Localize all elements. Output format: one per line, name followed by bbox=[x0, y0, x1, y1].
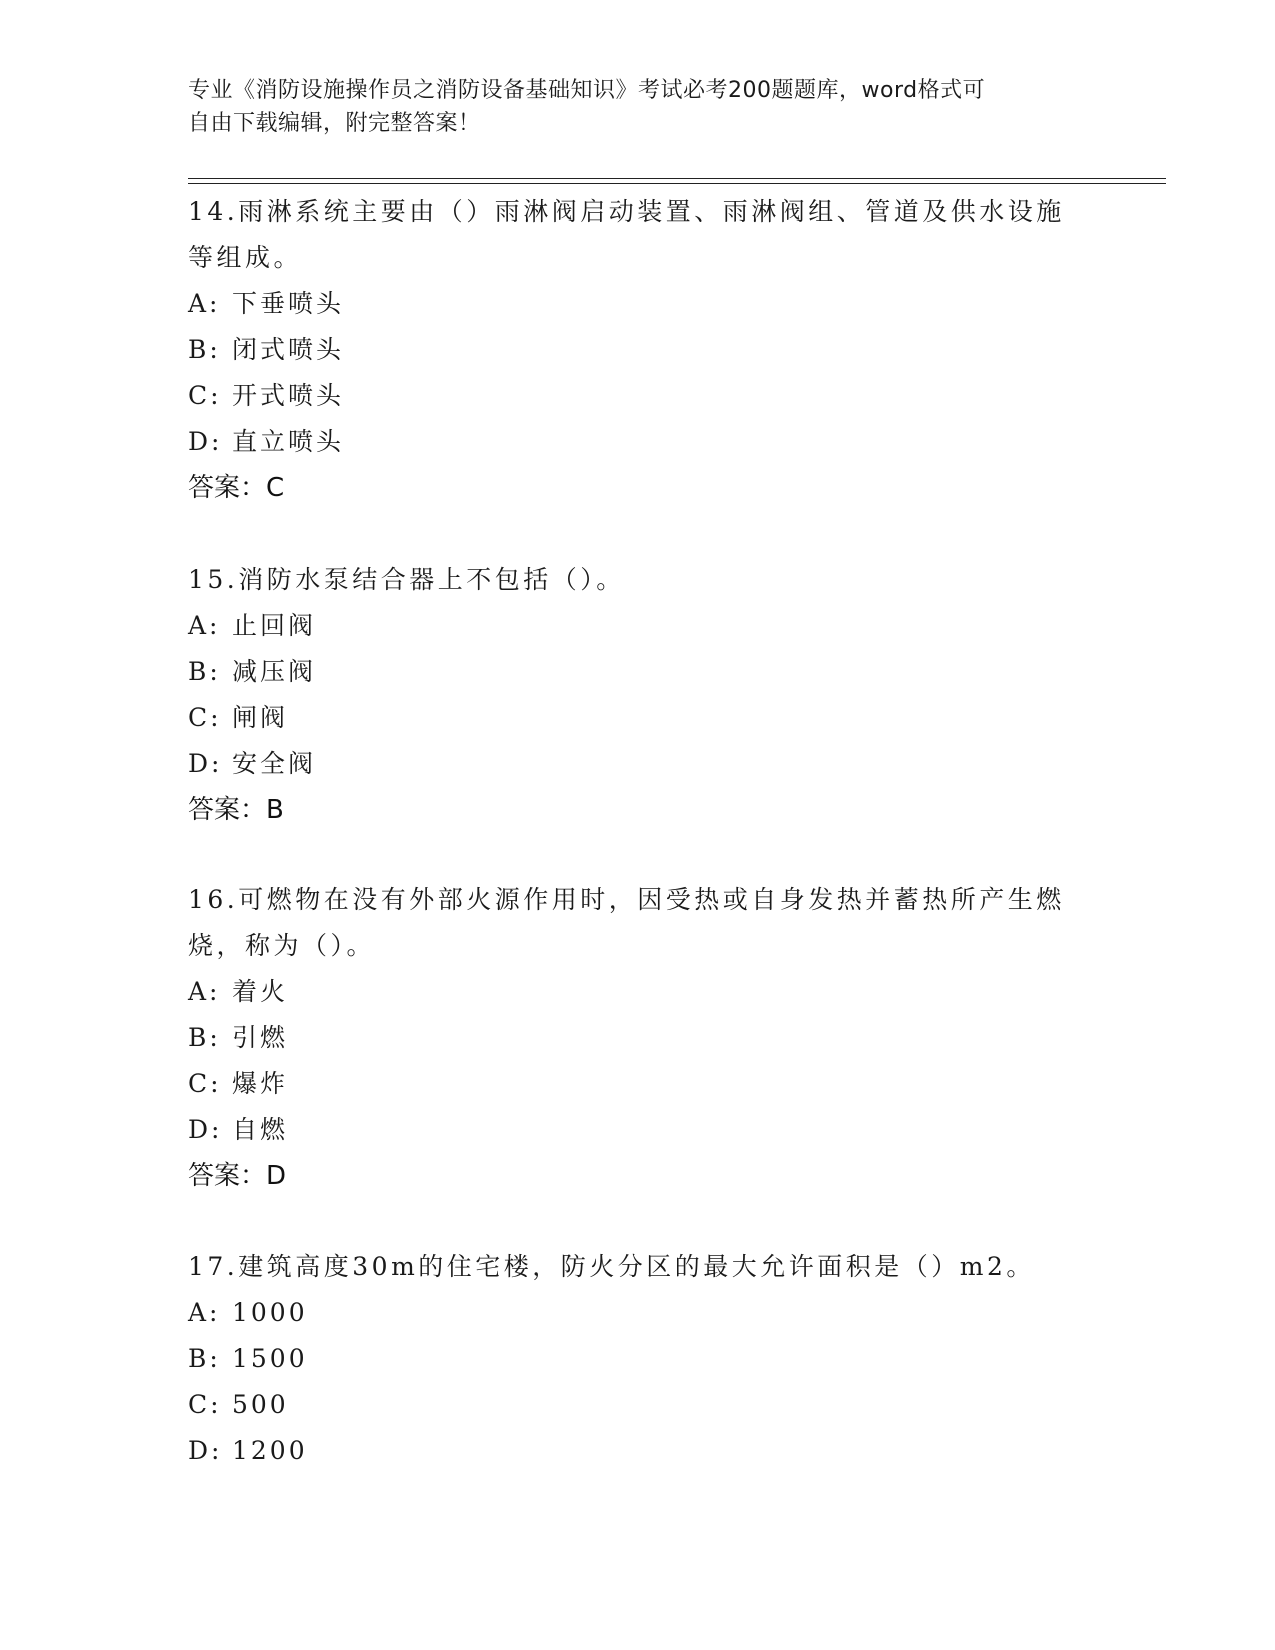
option-text: 自燃 bbox=[232, 1115, 289, 1144]
question-text: 16.可燃物在没有外部火源作用时，因受热或自身发热并蓄热所产生燃烧，称为（）。 bbox=[188, 885, 1065, 960]
option-text: 500 bbox=[232, 1390, 289, 1419]
question-16 bbox=[188, 877, 1088, 1199]
document-header bbox=[188, 74, 1068, 140]
option-letter: C: bbox=[188, 1069, 222, 1098]
question-14 bbox=[188, 189, 1088, 511]
answer-line: 答案：C bbox=[188, 473, 285, 503]
option-b bbox=[188, 649, 1088, 695]
question-text: 14.雨淋系统主要由（）雨淋阀启动装置、雨淋阀组、管道及供水设施等组成。 bbox=[188, 197, 1065, 272]
option-letter: C: bbox=[188, 1390, 222, 1419]
option-text: 闭式喷头 bbox=[232, 335, 345, 364]
option-text: 1500 bbox=[232, 1344, 308, 1373]
option-c bbox=[188, 1061, 1088, 1107]
option-text: 安全阀 bbox=[232, 749, 317, 778]
header-divider-top bbox=[188, 178, 1166, 179]
option-a bbox=[188, 1290, 1088, 1336]
option-text: 1000 bbox=[232, 1298, 308, 1327]
option-c bbox=[188, 1382, 1088, 1428]
option-letter: D: bbox=[188, 1115, 223, 1144]
answer-line: 答案：D bbox=[188, 1161, 287, 1191]
header-line-2: 自由下载编辑，附完整答案！ bbox=[188, 111, 481, 136]
option-a bbox=[188, 281, 1088, 327]
header-line-1: 专业《消防设施操作员之消防设备基础知识》考试必考200题题库，word格式可 bbox=[188, 78, 986, 103]
option-d bbox=[188, 419, 1088, 465]
option-c bbox=[188, 695, 1088, 741]
option-text: 减压阀 bbox=[232, 657, 317, 686]
option-a bbox=[188, 603, 1088, 649]
option-d bbox=[188, 1107, 1088, 1153]
option-d bbox=[188, 1428, 1088, 1474]
question-text: 17.建筑高度30m的住宅楼，防火分区的最大允许面积是（）m2。 bbox=[188, 1252, 1035, 1281]
option-b bbox=[188, 1015, 1088, 1061]
option-text: 爆炸 bbox=[232, 1069, 289, 1098]
option-text: 着火 bbox=[232, 977, 289, 1006]
option-letter: D: bbox=[188, 427, 223, 456]
option-letter: A: bbox=[188, 611, 221, 640]
question-15 bbox=[188, 557, 1088, 833]
option-letter: A: bbox=[188, 289, 221, 318]
option-text: 开式喷头 bbox=[232, 381, 345, 410]
option-text: 止回阀 bbox=[232, 611, 317, 640]
option-letter: D: bbox=[188, 1436, 223, 1465]
option-letter: A: bbox=[188, 1298, 221, 1327]
option-text: 1200 bbox=[232, 1436, 308, 1465]
option-letter: B: bbox=[188, 1344, 221, 1373]
header-divider-bottom bbox=[188, 183, 1166, 184]
option-letter: B: bbox=[188, 335, 221, 364]
option-d bbox=[188, 741, 1088, 787]
option-text: 引燃 bbox=[232, 1023, 289, 1052]
option-letter: C: bbox=[188, 703, 222, 732]
option-text: 直立喷头 bbox=[232, 427, 345, 456]
answer-line: 答案：B bbox=[188, 795, 284, 825]
option-letter: D: bbox=[188, 749, 223, 778]
option-letter: C: bbox=[188, 381, 222, 410]
option-text: 下垂喷头 bbox=[232, 289, 345, 318]
option-letter: B: bbox=[188, 1023, 221, 1052]
option-b bbox=[188, 1336, 1088, 1382]
option-letter: A: bbox=[188, 977, 221, 1006]
option-a bbox=[188, 969, 1088, 1015]
option-text: 闸阀 bbox=[232, 703, 289, 732]
option-c bbox=[188, 373, 1088, 419]
question-text: 15.消防水泵结合器上不包括（）。 bbox=[188, 565, 625, 594]
option-b bbox=[188, 327, 1088, 373]
option-letter: B: bbox=[188, 657, 221, 686]
question-17 bbox=[188, 1244, 1088, 1474]
